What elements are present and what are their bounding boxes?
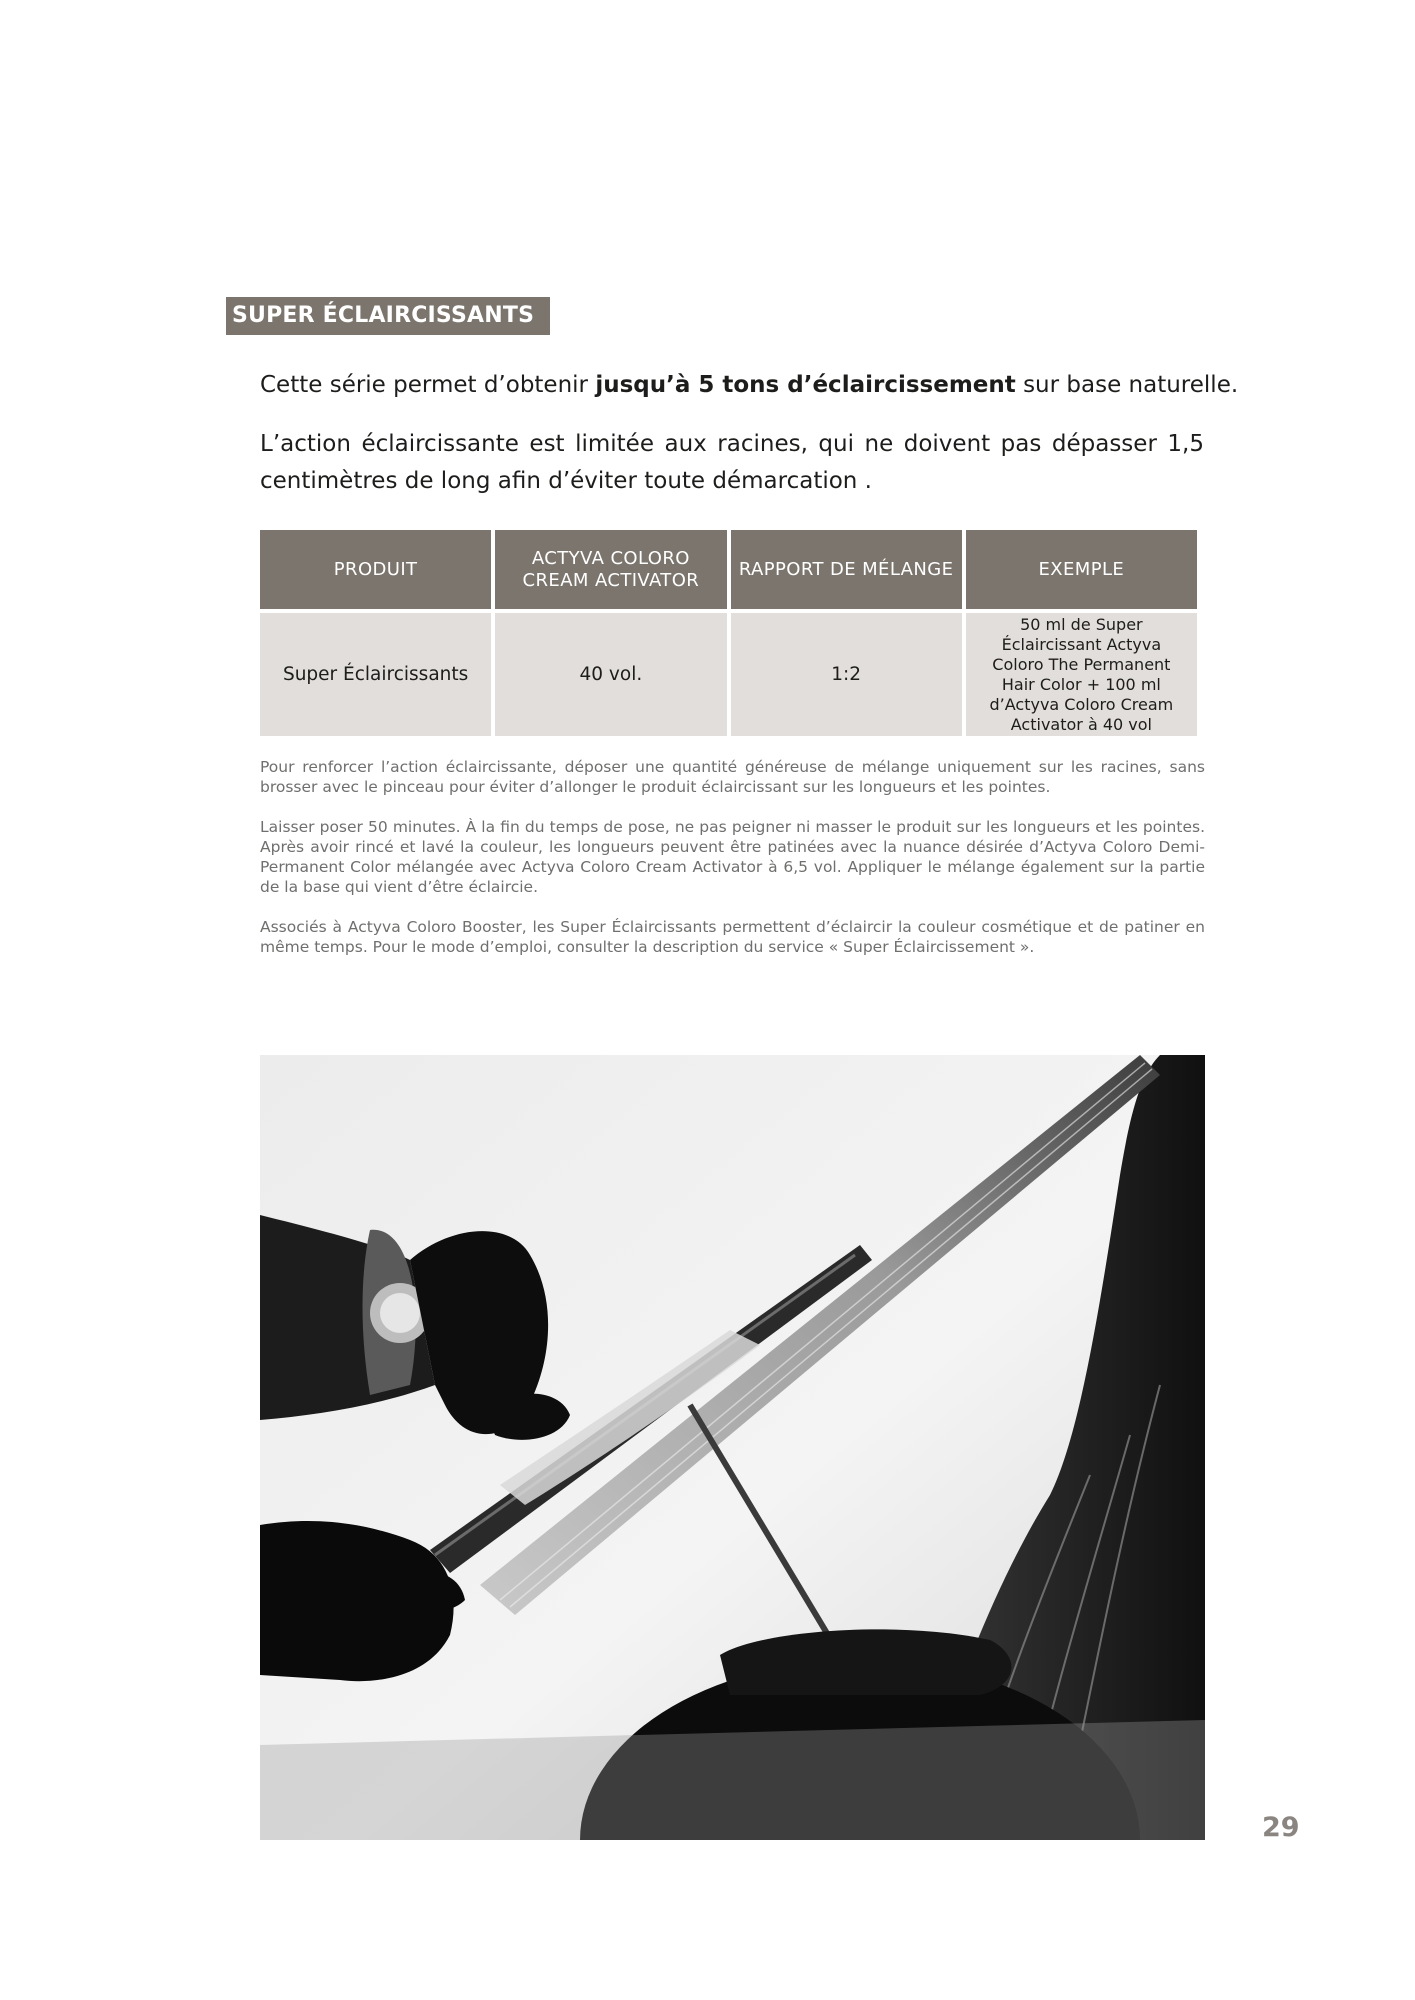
- header-mixing-ratio: RAPPORT DE MÉLANGE: [731, 530, 962, 609]
- header-activator: ACTYVA COLORO CREAM ACTIVATOR: [495, 530, 726, 609]
- note-paragraph: Laisser poser 50 minutes. À la fin du temps de pose, ne pas peigner ni masser le produit sur les longueurs et les pointes. Après avoir rincé et lavé la couleur, les longueurs peuvent être patinées avec la nuance désirée d’Actyva Coloro Demi-Permanent Color mélangée avec Actyva Coloro Cream Activator à 6,5 vol. Appliquer le mélange également sur la partie de la base qui vient d’être éclaircie.: [260, 818, 1205, 896]
- table-header-row: [260, 530, 1197, 609]
- intro-paragraph-1: [260, 368, 1239, 402]
- header-product: PRODUIT: [260, 530, 491, 609]
- section-title: SUPER ÉCLAIRCISSANTS: [226, 297, 550, 335]
- hair-coloring-photo: [260, 1055, 1205, 1840]
- page-number: 29: [1262, 1812, 1300, 1843]
- intro-paragraph-2: L’action éclaircissante est limitée aux racines, qui ne doivent pas dépasser 1,5 centimètres de long afin d’éviter toute démarcation .: [260, 431, 1204, 494]
- note-paragraph: Associés à Actyva Coloro Booster, les Super Éclaircissants permettent d’éclaircir la couleur cosmétique et de patiner en même temps. Pour le mode d’emploi, consulter la description du service « Super Éclaircissement ».: [260, 918, 1205, 956]
- intro-highlight: jusqu’à 5 tons d’éclaircissement: [595, 372, 1016, 398]
- note-paragraph: Pour renforcer l’action éclaircissante, déposer une quantité généreuse de mélange uniquement sur les racines, sans brosser avec le pinceau pour éviter d’allonger le produit éclaircissant sur les longueurs et les pointes.: [260, 758, 1205, 796]
- photo-illustration: [260, 1055, 1205, 1840]
- cell-activator: 40 vol.: [495, 613, 726, 736]
- intro-text-end: sur base naturelle.: [1015, 372, 1239, 398]
- mixing-table: [256, 526, 1201, 740]
- cell-product: Super Éclaircissants: [260, 613, 491, 736]
- intro-text: Cette série permet d’obtenir: [260, 372, 596, 398]
- header-example: EXEMPLE: [966, 530, 1197, 609]
- table-row: [260, 613, 1197, 736]
- cell-example: 50 ml de Super Éclaircissant Actyva Coloro The Permanent Hair Color + 100 ml d’Actyva Coloro Cream Activator à 40 vol: [966, 613, 1197, 736]
- cell-mixing-ratio: 1:2: [731, 613, 962, 736]
